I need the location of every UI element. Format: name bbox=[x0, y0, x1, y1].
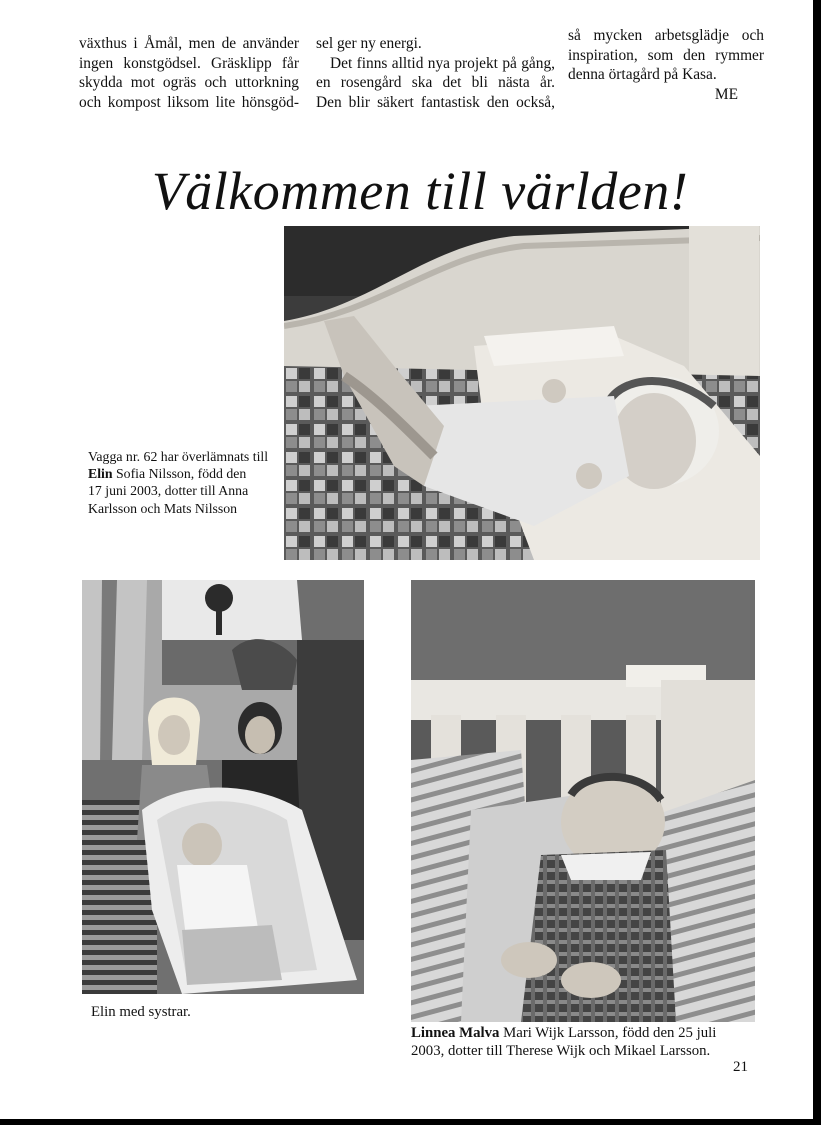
caption-name: Linnea Malva bbox=[411, 1025, 500, 1041]
article-line: så mycken arbetsglädje och bbox=[568, 27, 764, 44]
article-line: ingen konstgödsel. Gräsklipp får bbox=[79, 54, 299, 72]
caption-line: 17 juni 2003, dotter till Anna bbox=[88, 483, 249, 499]
photo-elin-with-sisters bbox=[82, 580, 364, 994]
article-column-2 bbox=[316, 34, 555, 112]
article-line: skydda mot ogräs och uttorkning bbox=[79, 74, 299, 92]
article-line: Det finns alltid nya projekt på gång, bbox=[330, 54, 555, 72]
article-line: en rosengård ska det bli nästa år. bbox=[316, 74, 555, 92]
caption-elin-sisters: Elin med systrar. bbox=[91, 1004, 191, 1020]
photo-linnea-in-crib bbox=[411, 580, 755, 1022]
caption-line: Karlsson och Mats Nilsson bbox=[88, 500, 238, 516]
scan-edge-bottom bbox=[0, 1119, 821, 1125]
caption-line bbox=[88, 465, 284, 482]
section-heading: Välkommen till världen! bbox=[151, 161, 689, 221]
caption-text: Sofia Nilsson, född den bbox=[112, 466, 247, 482]
caption-line: Vagga nr. 62 har överlämnats till bbox=[88, 449, 269, 464]
article-line: denna örtagård på Kasa. bbox=[568, 66, 717, 84]
article-signature: ME bbox=[714, 85, 738, 103]
article-line: Den blir säkert fantastisk den också, bbox=[316, 93, 555, 111]
article-column-3 bbox=[568, 26, 764, 104]
caption-line: 2003, dotter till Therese Wijk och Mikael Larsson. bbox=[411, 1043, 711, 1059]
page-number: 21 bbox=[733, 1059, 748, 1075]
article-line: inspiration, som den rymmer bbox=[568, 46, 764, 64]
scan-edge-right bbox=[813, 0, 821, 1125]
caption-text: Mari Wijk Larsson, född den 25 juli bbox=[499, 1025, 717, 1041]
photo-elin-in-cradle bbox=[284, 226, 760, 560]
article-column-1 bbox=[79, 34, 299, 112]
caption-line bbox=[411, 1024, 755, 1042]
caption-elin-cradle bbox=[88, 448, 284, 517]
article-line: växthus i Åmål, men de använder bbox=[79, 35, 299, 52]
article-line: sel ger ny energi. bbox=[316, 35, 422, 52]
caption-name: Elin bbox=[88, 466, 113, 482]
caption-linnea bbox=[411, 1024, 755, 1060]
article-line: och kompost liksom lite hönsgöd- bbox=[79, 93, 299, 111]
